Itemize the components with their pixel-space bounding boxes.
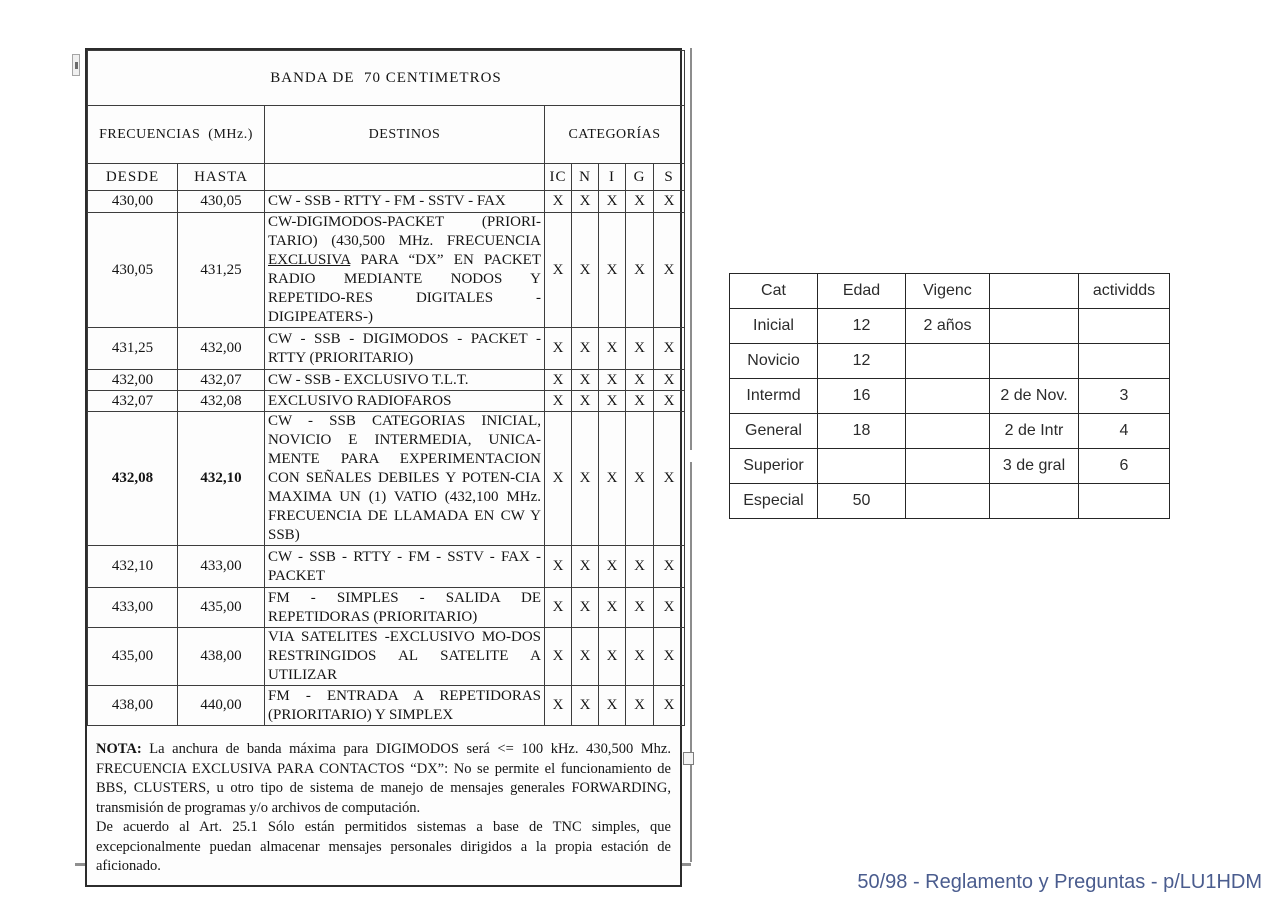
category-mark-cell: X xyxy=(654,628,685,686)
categories-cell xyxy=(906,344,990,379)
category-mark-cell: X xyxy=(572,370,599,391)
categories-cell: General xyxy=(730,414,818,449)
categories-cell: Inicial xyxy=(730,309,818,344)
categories-table xyxy=(729,273,1170,519)
categories-cell xyxy=(1079,484,1170,519)
destino-cell: CW - SSB CATEGORIAS INICIAL, NOVICIO E INTERMEDIA, UNICA-MENTE PARA EXPERIMENTACION CON SEÑALES DEBILES Y POTEN-CIA MAXIMA UN (1) VATIO (432,100 MHz. FRECUENCIA DE LLAMADA EN CW Y SSB) xyxy=(265,412,545,546)
category-mark-cell: X xyxy=(599,370,626,391)
category-mark-cell: X xyxy=(599,412,626,546)
categories-row xyxy=(730,309,1170,344)
category-mark-cell: X xyxy=(626,391,654,412)
category-mark-cell: X xyxy=(654,191,685,213)
freq-to-cell: 432,10 xyxy=(178,412,265,546)
category-mark-cell: X xyxy=(545,328,572,370)
freq-to-cell: 432,08 xyxy=(178,391,265,412)
band-table-row xyxy=(88,588,685,628)
categories-cell xyxy=(990,344,1079,379)
category-mark-cell: X xyxy=(572,328,599,370)
category-mark-cell: X xyxy=(572,213,599,328)
category-code-header: S xyxy=(654,164,685,191)
destinations-header: DESTINOS xyxy=(265,106,545,164)
band-table-row xyxy=(88,191,685,213)
empty-subheader-cell xyxy=(265,164,545,191)
destino-cell: CW-DIGIMODOS-PACKET (PRIORI-TARIO) (430,500 MHz. FRECUENCIA EXCLUSIVA PARA “DX” EN PACKET RADIO MEDIANTE NODOS Y REPETIDO-RES DIGITALES -DIGIPEATERS-) xyxy=(265,213,545,328)
categories-header-cell: Vigenc xyxy=(906,274,990,309)
band-table-title: BANDA DE 70 CENTIMETROS xyxy=(88,51,685,106)
category-mark-cell: X xyxy=(654,213,685,328)
category-mark-cell: X xyxy=(654,412,685,546)
category-mark-cell: X xyxy=(599,391,626,412)
nota-block xyxy=(87,726,680,885)
nota-paragraph-2: De acuerdo al Art. 25.1 Sólo están permitidos sistemas a base de TNC simples, que excepcionalmente puedan almacenar mensajes personales dirigidos a la propia estación de aficionado. xyxy=(96,819,671,874)
freq-from-cell: 435,00 xyxy=(88,628,178,686)
freq-from-cell: 430,00 xyxy=(88,191,178,213)
category-mark-cell: X xyxy=(626,213,654,328)
categories-cell: Especial xyxy=(730,484,818,519)
band-table-row xyxy=(88,686,685,726)
freq-to-cell: 430,05 xyxy=(178,191,265,213)
freq-from-cell: 432,08 xyxy=(88,412,178,546)
categories-cell: 12 xyxy=(818,309,906,344)
band-plan-image xyxy=(85,48,682,887)
band-table-row xyxy=(88,213,685,328)
category-mark-cell: X xyxy=(654,328,685,370)
category-mark-cell: X xyxy=(654,546,685,588)
category-mark-cell: X xyxy=(545,213,572,328)
frequencies-header: FRECUENCIAS (MHz.) xyxy=(88,106,265,164)
freq-from-cell: 430,05 xyxy=(88,213,178,328)
categories-cell: 2 años xyxy=(906,309,990,344)
category-mark-cell: X xyxy=(626,191,654,213)
category-mark-cell: X xyxy=(572,391,599,412)
categories-row xyxy=(730,344,1170,379)
freq-to-cell: 433,00 xyxy=(178,546,265,588)
category-mark-cell: X xyxy=(572,628,599,686)
category-mark-cell: X xyxy=(572,546,599,588)
nota-paragraph-1 xyxy=(96,740,671,818)
categories-cell: Novicio xyxy=(730,344,818,379)
object-anchor-artifact[interactable] xyxy=(72,54,80,76)
category-mark-cell: X xyxy=(545,370,572,391)
categories-cell xyxy=(818,449,906,484)
category-mark-cell: X xyxy=(545,191,572,213)
object-anchor-dot xyxy=(75,62,78,69)
categories-header-cell: actividds xyxy=(1079,274,1170,309)
category-code-header: G xyxy=(626,164,654,191)
category-mark-cell: X xyxy=(599,328,626,370)
freq-to-cell: 431,25 xyxy=(178,213,265,328)
band-table-body xyxy=(88,191,685,726)
categories-header: CATEGORÍAS xyxy=(545,106,685,164)
destino-cell: FM - ENTRADA A REPETIDORAS (PRIORITARIO) Y SIMPLEX xyxy=(265,686,545,726)
to-header: HASTA xyxy=(178,164,265,191)
categories-header-cell xyxy=(990,274,1079,309)
categories-cell: 2 de Intr xyxy=(990,414,1079,449)
categories-header-row xyxy=(730,274,1170,309)
category-mark-cell: X xyxy=(654,370,685,391)
categories-cell xyxy=(1079,344,1170,379)
band-table-row xyxy=(88,546,685,588)
image-border-artifact-bottom xyxy=(690,462,692,862)
freq-to-cell: 435,00 xyxy=(178,588,265,628)
category-mark-cell: X xyxy=(626,328,654,370)
category-mark-cell: X xyxy=(599,588,626,628)
band-table xyxy=(87,50,685,726)
band-table-row xyxy=(88,370,685,391)
band-table-title-row xyxy=(88,51,685,106)
category-mark-cell: X xyxy=(572,191,599,213)
category-mark-cell: X xyxy=(599,686,626,726)
destino-cell: FM - SIMPLES - SALIDA DE REPETIDORAS (PRIORITARIO) xyxy=(265,588,545,628)
category-code-header: N xyxy=(572,164,599,191)
categories-cell: Superior xyxy=(730,449,818,484)
category-mark-cell: X xyxy=(545,391,572,412)
freq-to-cell: 438,00 xyxy=(178,628,265,686)
categories-header-cell: Cat xyxy=(730,274,818,309)
categories-cell xyxy=(906,414,990,449)
categories-cell xyxy=(906,449,990,484)
category-mark-cell: X xyxy=(545,546,572,588)
categories-cell: 6 xyxy=(1079,449,1170,484)
category-mark-cell: X xyxy=(654,686,685,726)
destino-cell: EXCLUSIVO RADIOFAROS xyxy=(265,391,545,412)
category-mark-cell: X xyxy=(572,412,599,546)
category-mark-cell: X xyxy=(626,588,654,628)
categories-cell xyxy=(906,484,990,519)
category-mark-cell: X xyxy=(545,412,572,546)
freq-from-cell: 431,25 xyxy=(88,328,178,370)
band-subheader-row xyxy=(88,164,685,191)
categories-cell: 50 xyxy=(818,484,906,519)
destino-cell: VIA SATELITES -EXCLUSIVO MO-DOS RESTRINGIDOS AL SATELITE A UTILIZAR xyxy=(265,628,545,686)
freq-to-cell: 440,00 xyxy=(178,686,265,726)
category-mark-cell: X xyxy=(654,391,685,412)
category-mark-cell: X xyxy=(599,628,626,686)
categories-cell xyxy=(1079,309,1170,344)
categories-cell: 12 xyxy=(818,344,906,379)
nota-label: NOTA: xyxy=(96,741,142,757)
band-table-row xyxy=(88,628,685,686)
category-mark-cell: X xyxy=(545,588,572,628)
categories-cell: 3 xyxy=(1079,379,1170,414)
category-mark-cell: X xyxy=(599,213,626,328)
categories-row xyxy=(730,484,1170,519)
categories-cell: 3 de gral xyxy=(990,449,1079,484)
categories-cell xyxy=(990,309,1079,344)
category-mark-cell: X xyxy=(599,546,626,588)
category-mark-cell: X xyxy=(572,686,599,726)
categories-cell: 16 xyxy=(818,379,906,414)
category-mark-cell: X xyxy=(626,628,654,686)
freq-from-cell: 433,00 xyxy=(88,588,178,628)
categories-cell xyxy=(906,379,990,414)
page-footer: 50/98 - Reglamento y Preguntas - p/LU1HDM xyxy=(857,871,1262,893)
categories-cell: 18 xyxy=(818,414,906,449)
category-mark-cell: X xyxy=(545,686,572,726)
category-code-header: I xyxy=(599,164,626,191)
category-code-header: IC xyxy=(545,164,572,191)
freq-from-cell: 438,00 xyxy=(88,686,178,726)
destino-cell: CW - SSB - RTTY - FM - SSTV - FAX xyxy=(265,191,545,213)
category-mark-cell: X xyxy=(654,588,685,628)
category-mark-cell: X xyxy=(626,546,654,588)
categories-cell: 4 xyxy=(1079,414,1170,449)
band-table-header-row xyxy=(88,106,685,164)
freq-from-cell: 432,10 xyxy=(88,546,178,588)
band-table-row xyxy=(88,328,685,370)
band-table-row xyxy=(88,412,685,546)
categories-row xyxy=(730,414,1170,449)
freq-from-cell: 432,07 xyxy=(88,391,178,412)
from-header: DESDE xyxy=(88,164,178,191)
category-mark-cell: X xyxy=(572,588,599,628)
categories-cell xyxy=(990,484,1079,519)
category-mark-cell: X xyxy=(599,191,626,213)
category-mark-cell: X xyxy=(626,370,654,391)
band-table-row xyxy=(88,391,685,412)
categories-cell: Intermd xyxy=(730,379,818,414)
resize-handle-right[interactable] xyxy=(683,752,694,765)
freq-to-cell: 432,00 xyxy=(178,328,265,370)
category-mark-cell: X xyxy=(545,628,572,686)
categories-row xyxy=(730,449,1170,484)
freq-to-cell: 432,07 xyxy=(178,370,265,391)
destino-cell: CW - SSB - DIGIMODOS - PACKET - RTTY (PRIORITARIO) xyxy=(265,328,545,370)
freq-from-cell: 432,00 xyxy=(88,370,178,391)
categories-cell: 2 de Nov. xyxy=(990,379,1079,414)
category-mark-cell: X xyxy=(626,412,654,546)
categories-row xyxy=(730,379,1170,414)
nota-text-1: La anchura de banda máxima para DIGIMODOS será <= 100 kHz. 430,500 Mhz. FRECUENCIA EXCLUSIVA PARA CONTACTOS “DX”: No se permite el funcionamiento de BBS, CLUSTERS, u otro tipo de sistema de manejo de mensajes generales FORWARDING, transmisión de programas y/o archivos de computación. xyxy=(96,741,671,816)
categories-header-cell: Edad xyxy=(818,274,906,309)
destino-cell: CW - SSB - EXCLUSIVO T.L.T. xyxy=(265,370,545,391)
category-mark-cell: X xyxy=(626,686,654,726)
image-border-artifact-top xyxy=(690,48,692,450)
destino-cell: CW - SSB - RTTY - FM - SSTV - FAX - PACKET xyxy=(265,546,545,588)
